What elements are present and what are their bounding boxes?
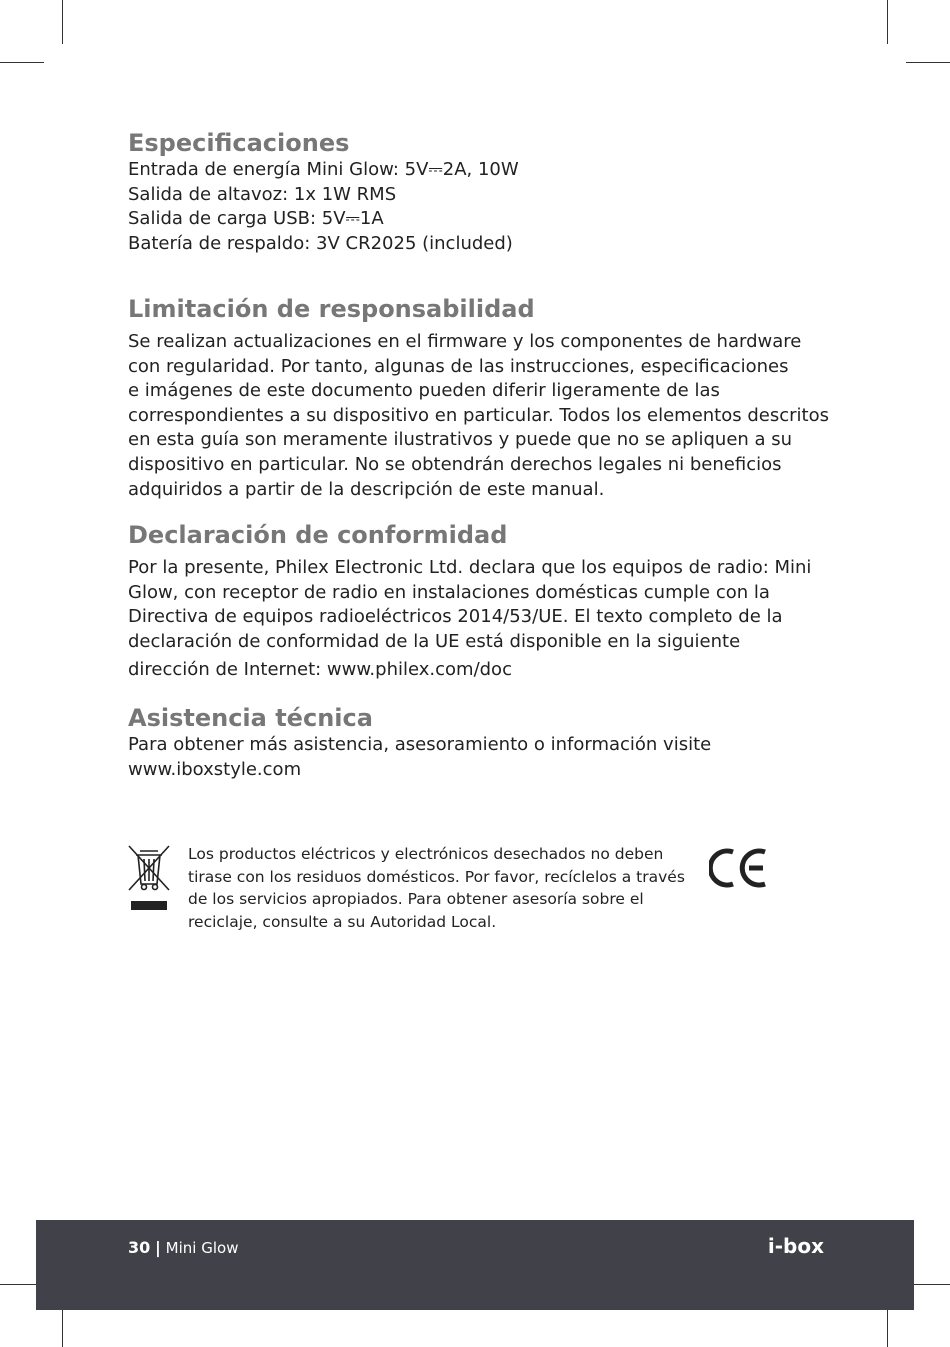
weee-line: reciclaje, consulte a su Autoridad Local. (188, 913, 497, 932)
assistance-heading: Asistencia técnica (128, 704, 373, 732)
crop-mark (887, 0, 888, 44)
weee-line: tirase con los residuos domésticos. Por favor, recíclelos a través (188, 867, 685, 886)
declaration-line: Glow, con receptor de radio en instalaciones domésticas cumple con la (128, 581, 770, 603)
limitation-heading: Limitación de responsabilidad (128, 295, 535, 323)
spec-line: Salida de carga USB: 5V⎓1A (128, 208, 384, 230)
limitation-line: dispositivo en particular. No se obtendrán derechos legales ni beneficios (128, 453, 782, 475)
brand-logo: i-box (767, 1234, 824, 1258)
weee-line: Los productos eléctricos y electrónicos desechados no deben (188, 845, 664, 863)
page-footer (36, 1220, 914, 1310)
specifications-heading: Especificaciones (128, 129, 350, 157)
declaration-section (128, 520, 811, 683)
crop-mark (62, 0, 63, 44)
limitation-line: con regularidad. Por tanto, algunas de las instrucciones, especificaciones (128, 355, 789, 377)
declaration-heading: Declaración de conformidad (128, 521, 508, 549)
spec-line: Entrada de energía Mini Glow: 5V⎓2A, 10W (128, 159, 519, 180)
declaration-line: Directiva de equipos radioeléctricos 2014/53/UE. El texto completo de la (128, 606, 783, 628)
limitation-line: Se realizan actualizaciones en el firmware y los componentes de hardware (128, 331, 802, 352)
declaration-line: declaración de conformidad de la UE está disponible en la siguiente (128, 630, 741, 652)
assistance-section (128, 703, 711, 782)
page-number: 30 (128, 1238, 151, 1257)
spec-line: Salida de altavoz: 1x 1W RMS (128, 183, 397, 205)
footer-page-info (128, 1238, 238, 1257)
assistance-line: Para obtener más asistencia, asesoramiento o información visite (128, 734, 712, 755)
ce-mark-icon (709, 847, 769, 889)
spec-line: Batería de respaldo: 3V CR2025 (included) (128, 232, 513, 254)
weee-notice (188, 843, 698, 934)
assistance-paragraph (128, 733, 711, 782)
crop-mark (906, 62, 950, 63)
limitation-line: correspondientes a su dispositivo en particular. Todos los elementos descritos (128, 404, 829, 426)
footer-separator: | (155, 1238, 161, 1257)
limitation-line: e imágenes de este documento pueden diferir ligeramente de las (128, 380, 720, 402)
product-name: Mini Glow (165, 1239, 239, 1257)
declaration-paragraph (128, 556, 811, 683)
limitation-line: en esta guía son meramente ilustrativos y puede que no se apliquen a su (128, 429, 793, 451)
weee-line: de los servicios apropiados. Para obtener asesoría sobre el (188, 890, 644, 909)
crossed-out-bin-icon (127, 844, 171, 912)
declaration-line: Por la presente, Philex Electronic Ltd. declara que los equipos de radio: Mini (128, 557, 812, 578)
limitation-paragraph (128, 330, 829, 502)
declaration-line: dirección de Internet: www.philex.com/doc (128, 659, 512, 681)
specifications-section (128, 128, 519, 256)
crop-mark (0, 62, 44, 63)
limitation-section (128, 294, 829, 502)
limitation-line: adquiridos a partir de la descripción de este manual. (128, 478, 605, 500)
assistance-link[interactable]: www.iboxstyle.com (128, 758, 302, 780)
specifications-list (128, 158, 519, 256)
